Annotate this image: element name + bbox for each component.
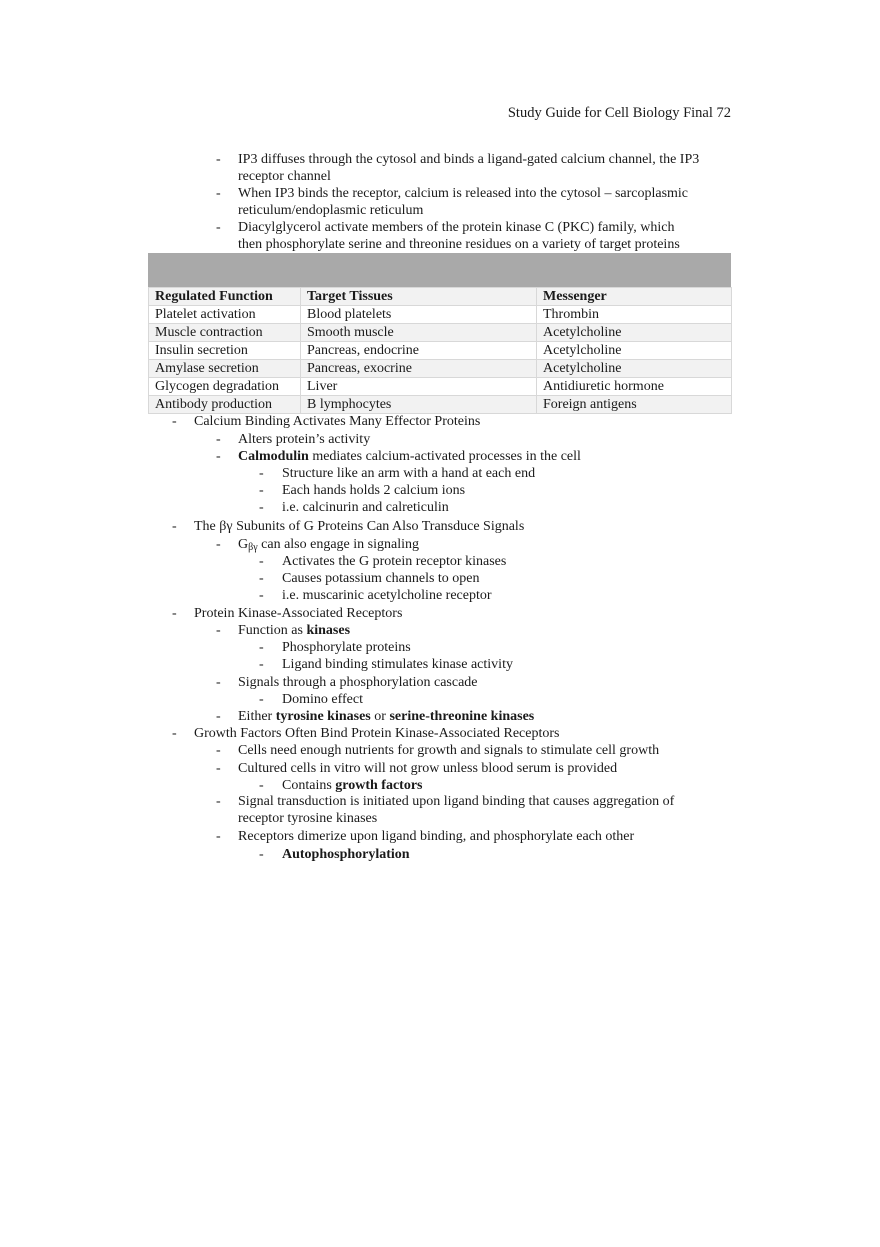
bold-term: tyrosine kinases <box>275 709 371 724</box>
table-cell: Liver <box>301 378 537 396</box>
bullet-text: Structure like an arm with a hand at each end <box>282 466 536 481</box>
bullet-text: Function as kinases <box>238 623 351 638</box>
dash: - <box>216 186 221 201</box>
bullet-text: Each hands holds 2 calcium ions <box>282 483 466 498</box>
table-row <box>149 306 732 324</box>
dash: - <box>216 152 221 167</box>
bullet-text: Alters protein’s activity <box>238 432 371 447</box>
dash: - <box>216 761 221 776</box>
table-cell: Foreign antigens <box>537 396 732 414</box>
dash: - <box>259 692 264 707</box>
bullet-text: IP3 diffuses through the cytosol and binds a ligand-gated calcium channel, the IP3 <box>238 152 700 167</box>
section-heading: Calcium Binding Activates Many Effector Proteins <box>194 414 481 429</box>
dash: - <box>216 220 221 235</box>
bullet-text: When IP3 binds the receptor, calcium is released into the cytosol – sarcoplasmic <box>238 186 689 201</box>
section-heading: Protein Kinase-Associated Receptors <box>194 606 403 621</box>
bullet-text: Calmodulin mediates calcium-activated processes in the cell <box>238 449 581 464</box>
bullet-text: Phosphorylate proteins <box>282 640 411 655</box>
table-caption-band <box>148 253 731 287</box>
dash: - <box>172 519 177 534</box>
dash: - <box>259 778 264 793</box>
table-cell: Muscle contraction <box>149 324 301 342</box>
table-cell: Acetylcholine <box>537 360 732 378</box>
dash: - <box>259 500 264 515</box>
dash: - <box>259 483 264 498</box>
table-row <box>149 342 732 360</box>
table-cell: Platelet activation <box>149 306 301 324</box>
table-header-cell: Messenger <box>537 288 732 306</box>
bullet-text: $G_{\beta\gamma}$ can also engage in signaling <box>238 537 419 553</box>
table-row <box>149 396 732 414</box>
bullet-text: Diacylglycerol activate members of the protein kinase C (PKC) family, which <box>238 220 675 235</box>
table-row <box>149 360 732 378</box>
calcium-regulation-table <box>148 253 731 414</box>
dash: - <box>259 588 264 603</box>
dash: - <box>216 829 221 844</box>
table-header-row <box>149 288 732 306</box>
bullet-text: Domino effect <box>282 692 363 707</box>
dash: - <box>172 414 177 429</box>
dash: - <box>259 657 264 672</box>
table-cell: Insulin secretion <box>149 342 301 360</box>
bullet-text: Causes potassium channels to open <box>282 571 480 586</box>
dash: - <box>172 726 177 741</box>
table-header-cell: Regulated Function <box>149 288 301 306</box>
bullet-text: receptor channel <box>238 169 331 184</box>
table-cell: Antidiuretic hormone <box>537 378 732 396</box>
bold-term: growth factors <box>335 778 423 793</box>
bullet-text: Activates the G protein receptor kinases <box>282 554 507 569</box>
dash: - <box>259 554 264 569</box>
table-cell: B lymphocytes <box>301 396 537 414</box>
page-header: Study Guide for Cell Biology Final 72 <box>507 105 731 121</box>
bold-term: kinases <box>306 623 351 638</box>
dash: - <box>216 709 221 724</box>
dash: - <box>216 743 221 758</box>
dash: - <box>216 449 221 464</box>
dash: - <box>259 640 264 655</box>
bullet-text: receptor tyrosine kinases <box>238 811 378 826</box>
table-cell: Pancreas, exocrine <box>301 360 537 378</box>
bullet-text: Ligand binding stimulates kinase activity <box>282 657 513 672</box>
table-row <box>149 378 732 396</box>
table-row <box>149 324 732 342</box>
dash: - <box>259 847 264 862</box>
bold-term: serine-threonine kinases <box>389 709 535 724</box>
bold-term: Calmodulin <box>238 449 309 464</box>
dash: - <box>259 571 264 586</box>
table-header-cell: Target Tissues <box>301 288 537 306</box>
table-cell: Amylase secretion <box>149 360 301 378</box>
dash: - <box>216 432 221 447</box>
dash: - <box>216 794 221 809</box>
table-cell: Acetylcholine <box>537 342 732 360</box>
dash: - <box>216 675 221 690</box>
dash: - <box>259 466 264 481</box>
bullet-text: Signal transduction is initiated upon ligand binding that causes aggregation of <box>238 794 675 809</box>
dash: - <box>216 537 221 552</box>
table-cell: Antibody production <box>149 396 301 414</box>
bold-term: Autophosphorylation <box>282 847 410 862</box>
bullet-text: i.e. muscarinic acetylcholine receptor <box>282 588 492 603</box>
dash: - <box>216 623 221 638</box>
table-cell: Thrombin <box>537 306 732 324</box>
bullet-text: Contains growth factors <box>282 778 423 793</box>
bullet-text: Cells need enough nutrients for growth and signals to stimulate cell growth <box>238 743 660 758</box>
bullet-text: then phosphorylate serine and threonine residues on a variety of target proteins <box>238 237 680 252</box>
table-cell: Smooth muscle <box>301 324 537 342</box>
bullet-text: Cultured cells in vitro will not grow unless blood serum is provided <box>238 761 618 776</box>
bullet-text <box>282 846 410 863</box>
table-cell: Glycogen degradation <box>149 378 301 396</box>
dash: - <box>172 606 177 621</box>
bullet-text: reticulum/endoplasmic reticulum <box>238 203 424 218</box>
bullet-text: i.e. calcinurin and calreticulin <box>282 500 449 515</box>
section-heading: Growth Factors Often Bind Protein Kinase-Associated Receptors <box>194 726 560 741</box>
bullet-text: Signals through a phosphorylation cascade <box>238 675 478 690</box>
table-cell: Acetylcholine <box>537 324 732 342</box>
bullet-text: Either tyrosine kinases or serine-threonine kinases <box>238 709 535 724</box>
section-heading: The βγ Subunits of G Proteins Can Also Transduce Signals <box>194 519 525 534</box>
table-cell: Blood platelets <box>301 306 537 324</box>
table-cell: Pancreas, endocrine <box>301 342 537 360</box>
bullet-text: Receptors dimerize upon ligand binding, and phosphorylate each other <box>238 829 635 844</box>
